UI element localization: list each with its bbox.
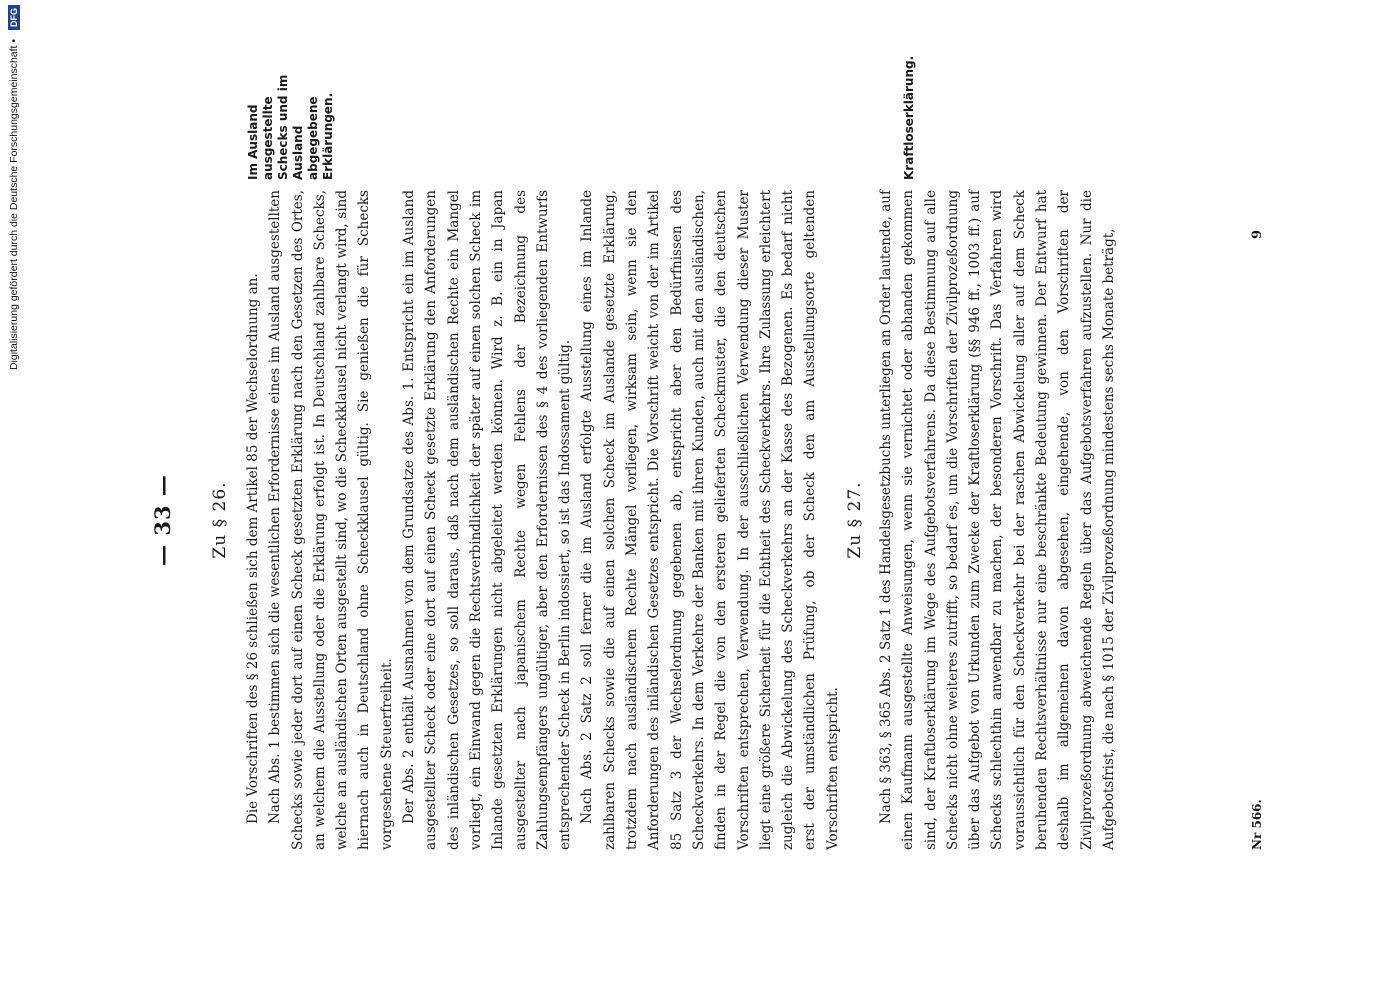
page-number-line xyxy=(150,70,190,970)
section-27-body xyxy=(875,190,1120,850)
document-page xyxy=(150,55,1300,970)
section-26-margin-note: Im Ausland ausgestellte Schecks und im Ausland abgegebene Erklärungen. xyxy=(246,74,335,180)
section-26-heading: Zu § 26. xyxy=(210,481,230,559)
section-26-body xyxy=(242,190,844,850)
dfg-logo: DFG xyxy=(8,5,20,30)
section-27-margin-note: Kraftloserklärung. xyxy=(902,55,916,180)
section-26-heading-wrap xyxy=(210,190,230,850)
digitization-credit-text: Digitalisierung gefördert durch die Deutsche Forschungsgemeinschaft • xyxy=(8,38,20,371)
paragraph: Nach § 363, § 365 Abs. 2 Satz 1 des Handelsgesetzbuchs unterliegen an Order lautende, auf einen Kaufmann ausgestellte Anweisungen, wenn sie vernichtet oder abhanden gekommen sind, der Kraftloserklärung im Wege des Aufgebotsverfahrens. Da diese Bestimmung auf alle Schecks nicht ohne weiteres zutrifft, so bedarf es, um die Vorschriften der Zivilprozeßordnung über das Aufgebot von Urkunden zum Zwecke der Kraftloserklärung (§§ 946 ff., 1003 ff.) auf Schecks schlechthin anwendbar zu machen, der besonderen Vorschrift. Das Verfahren wird voraussichtlich für den Scheckverkehr bei der raschen Abwickelung aller auf dem Scheck beruhenden Rechtsverhältnisse nur eine beschränkte Bedeutung gewinnen. Der Entwurf hat deshalb im allgemeinen davon abgesehen, eingehende, von den Vorschriften der Zivilprozeßordnung abweichende Regeln über das Aufgebotsverfahren aufzustellen. Nur die Aufgebotsfrist, die nach § 1015 der Zivilprozeßordnung mindestens sechs Monate beträgt, xyxy=(878,190,1117,850)
signature-mark: 9 xyxy=(1250,230,1265,240)
paragraph: Der Abs. 2 enthält Ausnahmen von dem Grundsatze des Abs. 1. Entspricht ein im Ausland ausgestellter Scheck oder eine dort auf einen Scheck gesetzte Erklärung den Anforderungen des inländischen Gesetzes, so soll daraus, daß nach dem ausländischen Rechte ein Mangel vorliegt, ein Einwand gegen die Rechtsverbindlichkeit der später auf einen solchen Scheck im Inlande gesetzten Erklärungen nicht abgeleitet werden können. Wird z. B. ein in Japan ausgestellter nach japanischem Rechte wegen Fehlens der Bezeichnung des Zahlungsempfängers ungültiger, aber den Erfordernissen des § 4 des vorliegenden Entwurfs entsprechender Scheck in Berlin indossiert, so ist das Indossament gültig. xyxy=(401,190,574,850)
page-footer xyxy=(1250,190,1274,850)
section-27-heading-wrap xyxy=(845,190,865,850)
digitization-credit xyxy=(8,5,30,995)
section-27-heading: Zu § 27. xyxy=(845,481,865,559)
paragraph: Nach Abs. 2 Satz 2 soll ferner die im Ausland erfolgte Ausstellung eines im Inlande zahlbaren Schecks sowie die auf einen solchen Scheck im Auslande gesetzte Erklärung, trotzdem nach ausländischem Rechte Mängel vorliegen, wirksam sein, wenn sie den Anforderungen des inländischen Gesetzes entspricht. Die Vorschrift weicht von der im Artikel 85 Satz 3 der Wechselordnung gegebenen ab, entspricht aber den Bedürfnissen des Scheckverkehrs. In dem Verkehre der Banken mit ihren Kunden, auch mit den ausländischen, finden in der Regel die von den ersteren gelieferten Scheckmuster, die den deutschen Vorschriften entsprechen, Verwendung. In der ausschließlichen Verwendung dieser Muster liegt eine größere Sicherheit für die Echtheit des Scheckverkehrs. Ihre Zulassung erleichtert zugleich die Abwickelung des Scheckverkehrs an der Kasse des Bezogenen. Es bedarf nicht erst der umständlichen Prüfung, ob der Scheck den am Ausstellungsorte geltenden Vorschriften entspricht. xyxy=(579,190,841,850)
paragraph: Die Vorschriften des § 26 schließen sich dem Artikel 85 der Wechselordnung an. xyxy=(245,273,261,824)
catalog-number: Nr 566. xyxy=(1250,799,1264,850)
paragraph: Nach Abs. 1 bestimmen sich die wesentlichen Erfordernisse eines im Ausland ausgestellten Schecks sowie jeder dort auf einen Scheck gesetzten Erklärung nach den Gesetzen des Ortes, an welchem die Ausstellung oder die Erklärung erfolgt ist. In Deutschland zahlbare Schecks, welche an ausländischen Orten ausgestellt sind, wo die Scheckklausel nicht verlangt wird, sind hiernach auch in Deutschland ohne Scheckklausel gültig. Sie genießen die für Schecks vorgesehene Steuerfreiheit. xyxy=(267,190,395,850)
page-number: — 33 — xyxy=(150,474,175,566)
